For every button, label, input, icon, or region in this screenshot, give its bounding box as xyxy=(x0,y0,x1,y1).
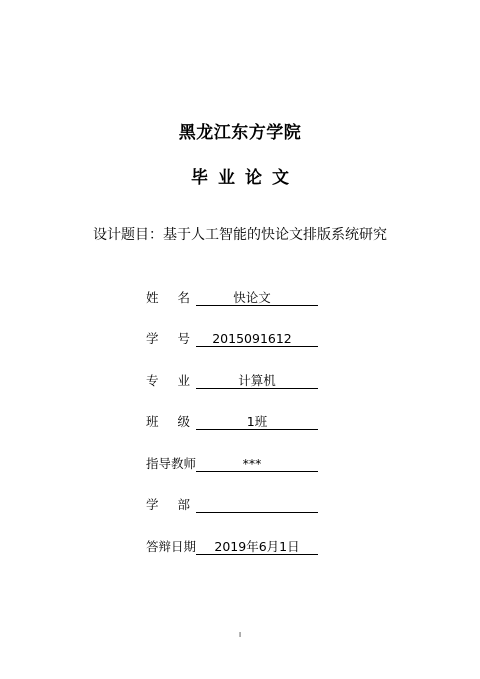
page-number: I xyxy=(238,631,242,639)
field-name-value: 快论文 xyxy=(196,289,318,306)
field-student-id-label: 学 号 xyxy=(146,331,190,346)
field-class-value: 1班 xyxy=(196,413,318,430)
field-defense-date-label: 答辩日期 xyxy=(146,539,197,554)
school-name: 黑龙江东方学院 xyxy=(178,123,302,143)
field-advisor xyxy=(146,455,321,473)
thesis-type-title: 毕业论文 xyxy=(191,168,299,188)
field-advisor-value: *** xyxy=(196,455,318,472)
field-major xyxy=(146,372,321,390)
field-department-value xyxy=(196,496,318,513)
field-student-id-value: 2015091612 xyxy=(196,330,318,347)
field-department xyxy=(146,496,321,514)
field-advisor-label: 指导教师 xyxy=(146,456,197,471)
thesis-topic: 设计题目：基于人工智能的快论文排版系统研究 xyxy=(93,227,387,243)
field-defense-date xyxy=(146,538,321,556)
field-name-label: 姓 名 xyxy=(146,290,190,305)
field-major-value: 计算机 xyxy=(196,372,318,389)
field-major-label: 专 业 xyxy=(146,373,190,388)
field-class-label: 班 级 xyxy=(146,414,190,429)
field-department-label: 学 部 xyxy=(146,497,190,512)
field-class xyxy=(146,413,321,431)
field-name xyxy=(146,289,321,307)
field-defense-date-value: 2019年6月1日 xyxy=(196,538,318,555)
field-student-id xyxy=(146,330,321,348)
